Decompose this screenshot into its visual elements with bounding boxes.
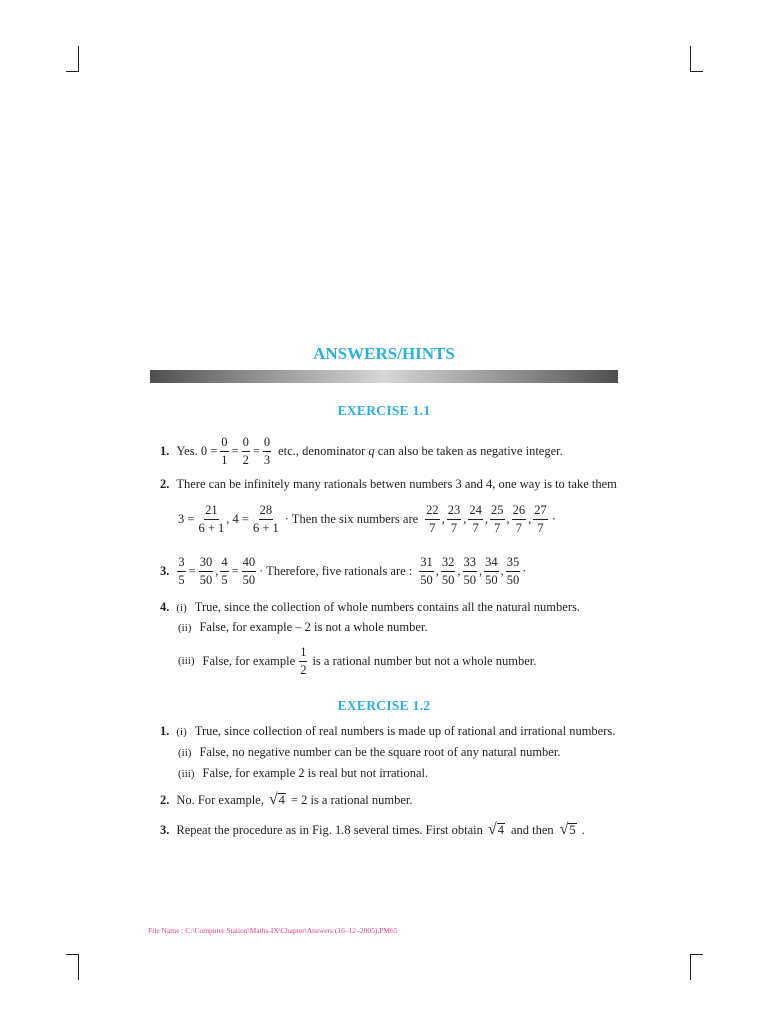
part-label: (iii) — [178, 767, 195, 780]
fraction: $\frac{3}{5}$ — [178, 555, 185, 587]
ex11-q4-iii: (iii) False, for example $\frac{1}{2}$ is a rational number but not a whole number. — [178, 645, 537, 677]
fraction: $\frac{27}{7}$ — [534, 503, 547, 535]
fraction: $\frac{30}{50}$ — [199, 555, 213, 587]
fraction: $\frac{0}{1}$ — [221, 435, 228, 467]
square-root: √ 4 — [268, 791, 285, 808]
part-label: (ii) — [178, 621, 192, 634]
fraction: $\frac{21}{6 + 1}$ — [198, 503, 225, 535]
crop-mark-top-left — [78, 46, 79, 72]
ex12-q1-ii: (ii) False, no negative number can be the square root of any natural number. — [178, 745, 561, 759]
part-label: (iii) — [178, 655, 195, 667]
part-label: (i) — [176, 601, 187, 614]
question-number: 1. — [160, 724, 170, 738]
fraction: $\frac{40}{50}$ — [242, 555, 256, 587]
question-number: 2. — [160, 477, 170, 491]
crop-mark-bottom-right-h — [690, 954, 703, 955]
fraction: $\frac{34}{50}$ — [485, 555, 498, 587]
fraction: $\frac{35}{50}$ — [506, 555, 520, 587]
crop-mark-top-right — [690, 46, 691, 72]
crop-mark-bottom-right — [690, 954, 691, 980]
exercise-1-1-heading: EXERCISE 1.1 — [337, 403, 431, 418]
fraction: $\frac{31}{50}$ — [420, 555, 433, 587]
question-number: 3. — [160, 563, 170, 578]
part-label: (i) — [176, 725, 187, 738]
fraction: $\frac{22}{7}$ — [426, 503, 439, 535]
question-number: 4. — [160, 600, 170, 614]
ex11-q2-continuation: 3 = $\frac{21}{6 + 1}$ , 4 = $\frac{28}{6 + 1}$ · Then the six numbers are $\frac{22}{7}$ , $\frac{23}{7}$ , $\frac{24}{7}$ , $\frac{25}{7}$ , $\frac{26}{7}$ , $\frac{27}{7}$ · — [178, 503, 556, 535]
page-title: ANSWERS/HINTS — [313, 344, 455, 363]
title-divider-bar — [150, 370, 618, 383]
fraction: $\frac{1}{2}$ — [300, 645, 307, 677]
ex12-q2: 2. No. For example, √ 4 = 2 is a rational number. — [160, 791, 413, 808]
fraction: $\frac{25}{7}$ — [491, 503, 504, 535]
ex12-q1-i: 1. (i) True, since collection of real numbers is made up of rational and irrational numbers. — [160, 724, 616, 738]
fraction: $\frac{24}{7}$ — [469, 503, 482, 535]
question-number: 2. — [160, 792, 170, 807]
fraction: $\frac{0}{2}$ — [242, 435, 249, 467]
fraction: $\frac{28}{6 + 1}$ — [252, 503, 279, 535]
ex11-q1: 1. Yes. 0 = $\frac{0}{1}$ = $\frac{0}{2}$ = $\frac{0}{3}$ etc., denominator q can also be taken as negative integer. — [160, 435, 563, 467]
ex11-q3: 3. $\frac{3}{5}$ = $\frac{30}{50}$ , $\frac{4}{5}$ = $\frac{40}{50}$ · Therefore, five rationals are : $\frac{31}{50}$ , $\frac{32}{50}$ , $\frac{33}{50}$ , $\frac{34}{50}$ , $\frac{35}{50}$ · — [160, 555, 527, 587]
crop-mark-top-left-h — [66, 71, 79, 72]
exercise-1-2-heading: EXERCISE 1.2 — [337, 698, 431, 713]
crop-mark-top-right-h — [690, 71, 703, 72]
fraction: $\frac{32}{50}$ — [441, 555, 455, 587]
footer-file-name: File Name : C:\Computer Station\Maths-IX\Chapter\Answers (16–12–2005).PM65 — [148, 926, 398, 935]
crop-mark-bottom-left-h — [66, 954, 79, 955]
ex12-q1-iii: (iii) False, for example 2 is real but not irrational. — [178, 766, 429, 780]
question-number: 3. — [160, 822, 170, 837]
fraction: $\frac{4}{5}$ — [221, 555, 228, 587]
fraction: $\frac{23}{7}$ — [447, 503, 461, 535]
fraction: $\frac{0}{3}$ — [263, 435, 271, 467]
crop-mark-bottom-left — [78, 954, 79, 980]
ex11-q4-ii: (ii) False, for example – 2 is not a whole number. — [178, 620, 428, 634]
q1-text: Yes. 0 = — [176, 443, 218, 458]
fraction: $\frac{26}{7}$ — [512, 503, 526, 535]
question-number: 1. — [160, 443, 170, 458]
ex11-q2 — [160, 477, 617, 492]
square-root: √ 5 — [559, 821, 576, 838]
ex12-q3: 3. Repeat the procedure as in Fig. 1.8 several times. First obtain √ 4 and then √ 5 . — [160, 821, 585, 838]
part-label: (ii) — [178, 746, 192, 759]
ex11-q4-i: 4. (i) True, since the collection of whole numbers contains all the natural numbers. — [160, 600, 580, 614]
q2-text: There can be infinitely many rationals betwen numbers 3 and 4, one way is to take them — [176, 477, 617, 491]
square-root: √ 4 — [487, 821, 504, 838]
fraction: $\frac{33}{50}$ — [463, 555, 477, 587]
